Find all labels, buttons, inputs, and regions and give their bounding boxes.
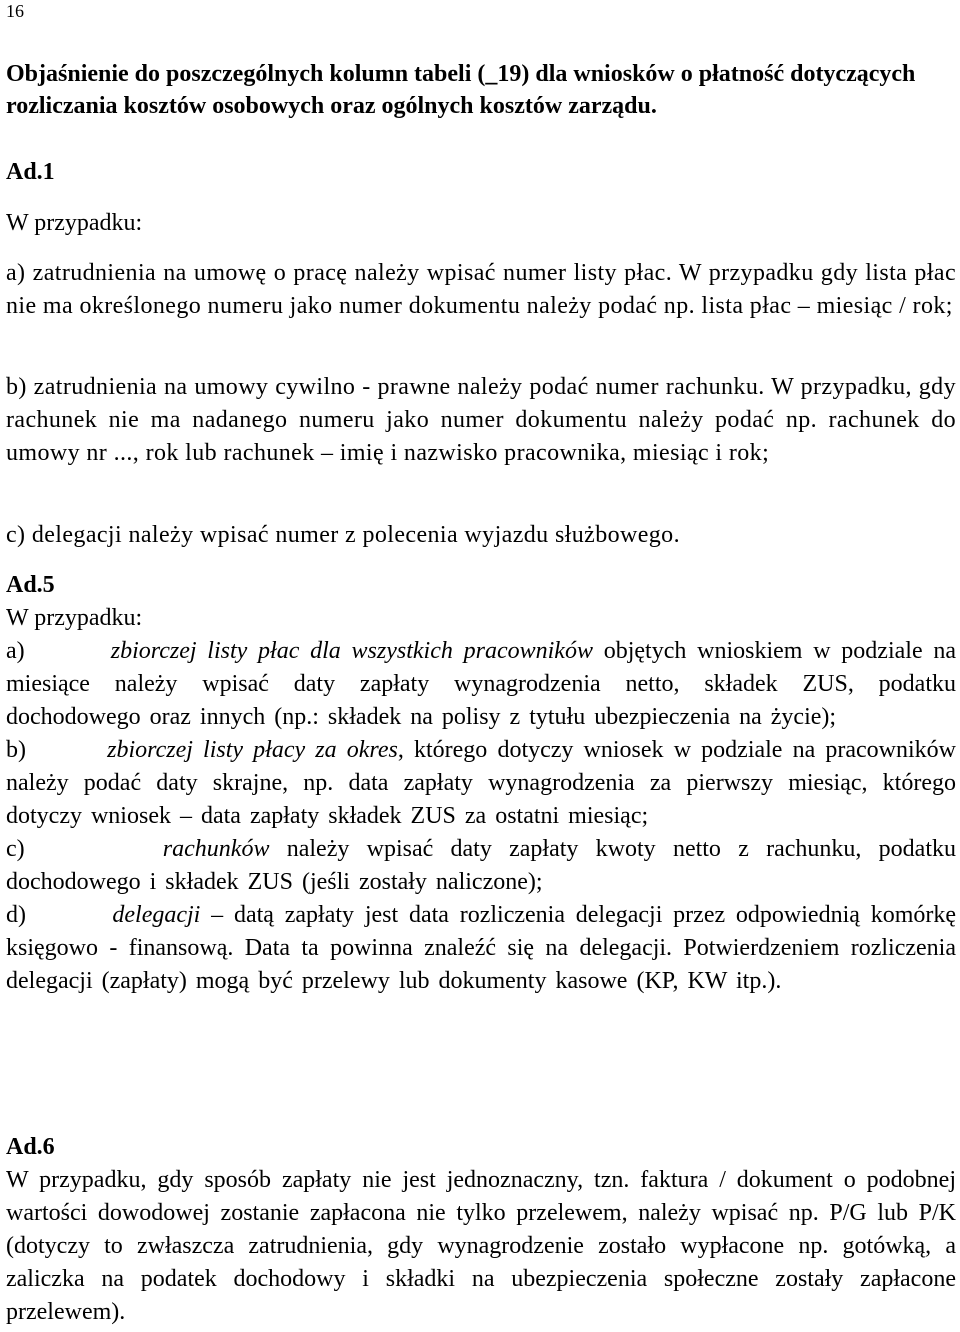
ad5-item-d-text: – datą zapłaty jest data rozliczenia delegacji przez odpowiednią komórkę księgowo - finansową. Data ta powinna znaleźć się na delegacji. Potwierdzeniem rozliczenia delegacji (zapłaty) mogą być przelewy lub dokumenty kasowe (KP, KW itp.). <box>6 902 957 994</box>
ad5-item-b-prefix: b) <box>6 737 26 763</box>
ad1-item-c: c) delegacji należy wpisać numer z polecenia wyjazdu służbowego. <box>6 522 680 548</box>
section-ad5-items <box>6 635 956 998</box>
ad6-text: W przypadku, gdy sposób zapłaty nie jest jednoznaczny, tzn. faktura / dokument o podobnej wartości dowodowej zostanie zapłacona nie tylko przelewem, należy wpisać np. P/G lub P/K (dotyczy to zwłaszcza zatrudnienia, gdy wynagrodzenie zostało wypłacone np. gotówką, a zaliczka na podatek dochodowy i składki na ubezpieczenia społeczne zostały zapłacone przelewem). <box>6 1167 956 1325</box>
section-ad1-item-c <box>6 519 956 552</box>
section-ad6 <box>6 1131 956 1163</box>
ad5-item-c-prefix: c) <box>6 836 25 862</box>
section-ad1-item-b <box>6 371 956 470</box>
ad1-item-a: a) zatrudnienia na umowę o pracę należy wpisać numer listy płac. W przypadku gdy lista płac nie ma określonego numeru jako numer dokumentu należy podać np. lista płac – miesiąc / rok; <box>6 260 956 319</box>
section-heading-ad1: Ad.1 <box>6 159 55 185</box>
section-ad1-item-a <box>6 257 956 323</box>
page-number: 16 <box>6 1 24 21</box>
ad1-intro: W przypadku: <box>6 210 143 236</box>
section-ad5-intro <box>6 602 956 635</box>
document-title: Objaśnienie do poszczególnych kolumn tabeli (_19) dla wniosków o płatność dotyczących rozliczania kosztów osobowych oraz ogólnych kosztów zarządu. <box>6 61 916 119</box>
ad5-item-b-italic: zbiorczej listy płacy za okres <box>107 737 398 763</box>
ad5-item-a <box>6 635 956 734</box>
section-ad1 <box>6 156 956 188</box>
ad5-item-d <box>6 899 956 998</box>
ad5-item-a-italic: zbiorczej listy płac dla wszystkich pracowników <box>110 638 593 664</box>
ad5-item-c <box>6 833 956 899</box>
ad5-item-b-text: , którego dotyczy wniosek w podziale na pracowników należy podać daty skrajne, np. data zapłaty wynagrodzenia za pierwszy miesiąc, którego dotyczy wniosek – data zapłaty składek ZUS za ostatni miesiąc; <box>6 737 957 829</box>
section-ad5 <box>6 569 956 601</box>
ad5-item-c-text: należy wpisać daty zapłaty kwoty netto z rachunku, podatku dochodowego i składek ZUS (jeśli zostały naliczone); <box>6 836 957 895</box>
ad5-item-a-text: objętych wnioskiem w podziale na miesiące należy wpisać daty zapłaty wynagrodzenia netto, składek ZUS, podatku dochodowego oraz innych (np.: składek na polisy z tytułu ubezpieczenia na życie); <box>6 638 957 730</box>
section-heading-ad5: Ad.5 <box>6 572 55 598</box>
ad5-item-a-prefix: a) <box>6 638 25 664</box>
ad5-item-d-italic: delegacji <box>112 902 201 928</box>
ad5-intro: W przypadku: <box>6 605 143 631</box>
ad5-item-d-prefix: d) <box>6 902 26 928</box>
ad5-item-b <box>6 734 956 833</box>
ad1-item-b: b) zatrudnienia na umowy cywilno - prawne należy podać numer rachunku. W przypadku, gdy rachunek nie ma nadanego numeru jako numer dokumentu należy podać np. rachunek do umowy nr ..., rok lub rachunek – imię i nazwisko pracownika, miesiąc i rok; <box>6 374 956 466</box>
section-heading-ad6: Ad.6 <box>6 1134 55 1160</box>
section-ad6-body <box>6 1164 956 1329</box>
section-ad1-intro <box>6 207 956 240</box>
ad5-item-c-italic: rachunków <box>162 836 270 862</box>
